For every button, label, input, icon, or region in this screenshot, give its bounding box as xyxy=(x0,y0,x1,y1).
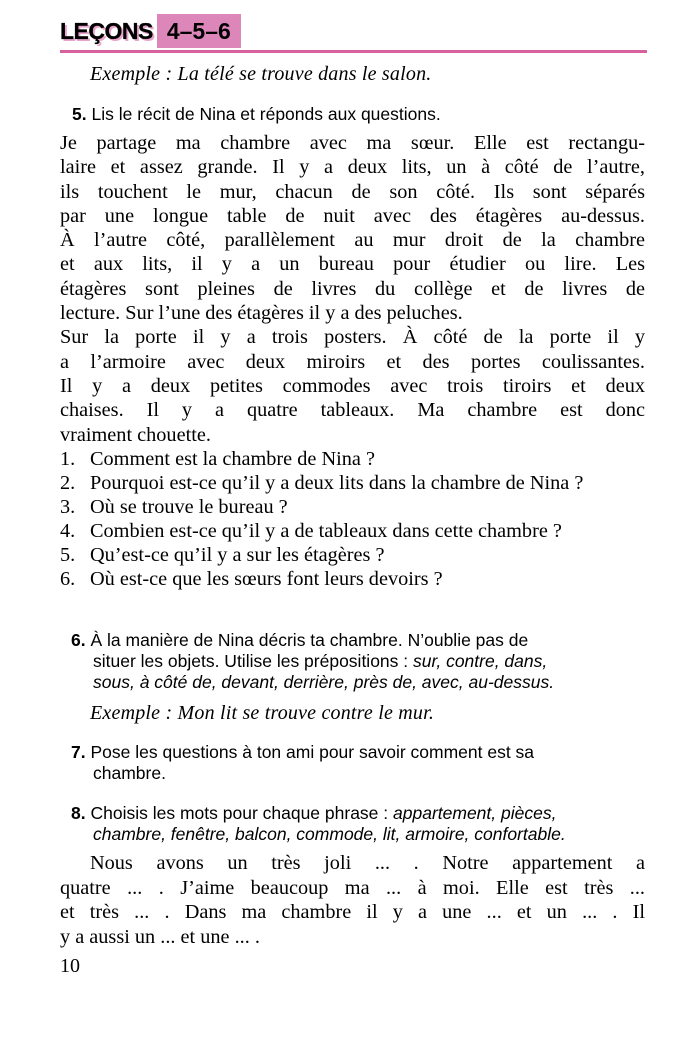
question-item xyxy=(60,447,645,471)
preposition-list: sur, contre, dans, xyxy=(413,651,548,671)
story-line: Il y a deux petites commodes avec trois tiroirs et deux xyxy=(60,374,645,397)
story-line: a l’armoire avec deux miroirs et des portes coulissantes. xyxy=(60,350,645,373)
question-item xyxy=(60,567,645,591)
fill-line: et très ... . Dans ma chambre il y a une ... et un ... . Il xyxy=(60,901,645,923)
story-line: chaises. Il y a quatre tableaux. Ma chambre est donc xyxy=(60,399,645,422)
story-line: Je partage ma chambre avec ma sœur. Elle est rectangu- xyxy=(60,132,645,154)
story-line: ils touchent le mur, chacun de son côté. Ils sont séparés xyxy=(60,180,645,203)
exercise-8-line xyxy=(71,803,647,824)
exercise-8-instruction: Choisis les mots pour chaque phrase : xyxy=(90,803,394,823)
question-text: Combien est-ce qu’il y a de tableaux dans cette chambre ? xyxy=(90,520,562,542)
story-line: étagères sont pleines de livres du collège et de livres de xyxy=(60,277,645,300)
lesson-header xyxy=(60,14,241,48)
example-sentence-top: Exemple : La télé se trouve dans le salon. xyxy=(90,63,432,85)
question-item xyxy=(60,543,645,567)
exercise-6-instruction: À la manière de Nina décris ta chambre. N’oublie pas de xyxy=(90,630,529,650)
exercise-7-instruction-cont: chambre. xyxy=(93,763,166,783)
preposition-list-cont: sous, à côté de, devant, derrière, près de, avec, au-dessus. xyxy=(93,672,555,692)
question-text: Comment est la chambre de Nina ? xyxy=(90,448,375,470)
fill-line: y a aussi un ... et une ... . xyxy=(60,925,260,948)
exercise-6-number: 6. xyxy=(71,630,86,650)
story-line: À l’autre côté, parallèlement au mur droit de la chambre xyxy=(60,229,645,252)
question-text: Qu’est-ce qu’il y a sur les étagères ? xyxy=(90,544,385,566)
question-item xyxy=(60,471,645,495)
exercise-6-line xyxy=(71,651,647,672)
page-number: 10 xyxy=(60,955,80,977)
exercise-7 xyxy=(71,742,647,784)
exercise-7-number: 7. xyxy=(71,742,86,762)
question-text: Où est-ce que les sœurs font leurs devoirs ? xyxy=(90,568,443,590)
fill-line: quatre ... . J’aime beaucoup ma ... à moi. Elle est très ... xyxy=(60,876,645,899)
question-text: Pourquoi est-ce qu’il y a deux lits dans la chambre de Nina ? xyxy=(90,472,584,494)
story-line: par une longue table de nuit avec des étagères au-dessus. xyxy=(60,204,645,227)
story-line: laire et assez grande. Il y a deux lits, un à côté de l’autre, xyxy=(60,156,645,179)
header-divider xyxy=(60,50,647,53)
nina-story xyxy=(60,131,645,447)
exercise-8-number: 8. xyxy=(71,803,86,823)
question-number: 3. xyxy=(60,496,76,518)
question-list xyxy=(60,447,645,591)
exercise-6-line xyxy=(71,672,647,693)
exercise-7-instruction: Pose les questions à ton ami pour savoir comment est sa xyxy=(90,742,535,762)
question-number: 1. xyxy=(60,448,76,470)
lesson-title: LEÇONS xyxy=(60,17,153,44)
question-number: 5. xyxy=(60,544,76,566)
exercise-5-instruction: Lis le récit de Nina et réponds aux questions. xyxy=(91,104,441,124)
exercise-6 xyxy=(71,630,647,693)
exercise-8 xyxy=(71,803,647,845)
fill-line: Nous avons un très joli ... . Notre appartement a xyxy=(90,852,645,874)
question-number: 6. xyxy=(60,568,76,590)
question-item xyxy=(60,519,645,543)
exercise-7-line xyxy=(71,763,647,784)
story-line: et aux lits, il y a un bureau pour étudier ou lire. Les xyxy=(60,253,645,276)
question-number: 2. xyxy=(60,472,76,494)
word-list: appartement, pièces, xyxy=(393,803,557,823)
exercise-5 xyxy=(72,104,652,125)
fill-in-text xyxy=(60,851,645,949)
story-line: Sur la porte il y a trois posters. À côté de la porte il y xyxy=(60,326,645,349)
exercise-5-number: 5. xyxy=(72,104,87,124)
question-item xyxy=(60,495,645,519)
story-line: lecture. Sur l’une des étagères il y a des peluches. xyxy=(60,302,463,325)
story-line: vraiment chouette. xyxy=(60,423,211,446)
exercise-7-line xyxy=(71,742,647,763)
question-number: 4. xyxy=(60,520,76,542)
exercise-8-line xyxy=(71,824,647,845)
lesson-number-badge: 4–5–6 xyxy=(157,14,241,48)
word-list-cont: chambre, fenêtre, balcon, commode, lit, armoire, confortable. xyxy=(93,824,566,844)
exercise-6-line xyxy=(71,630,647,651)
example-sentence-bottom: Exemple : Mon lit se trouve contre le mur. xyxy=(90,702,435,724)
exercise-6-instruction-cont: situer les objets. Utilise les prépositions : xyxy=(93,651,413,671)
question-text: Où se trouve le bureau ? xyxy=(90,496,288,518)
